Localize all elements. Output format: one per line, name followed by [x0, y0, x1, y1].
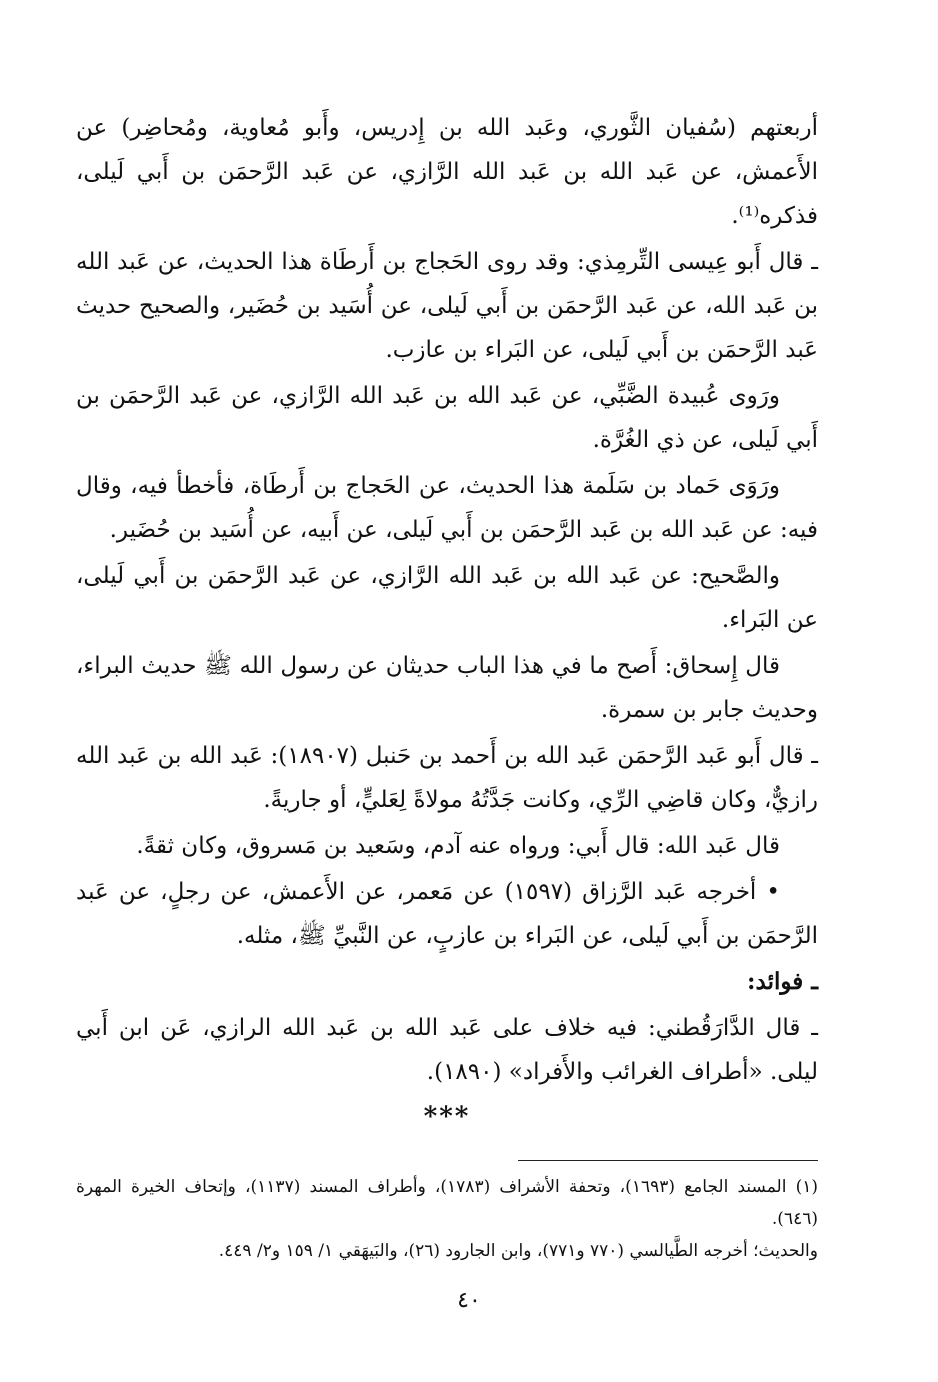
section-heading-benefits: ـ فوائد:: [747, 968, 818, 995]
footnote-hadith-sources: والحديث؛ أخرجه الطَّيالسي (٧٧٠ و٧٧١)، وابن الجارود (٢٦)، والبَيهَقي ١/ ١٥٩ و٢/ ٤٤٩.: [218, 1241, 818, 1261]
footnote-divider: [518, 1160, 818, 1161]
paragraph-chain-of-narration: أربعتهم (سُفيان الثَّوري، وعَبد الله بن إِدريس، وأَبو مُعاوية، ومُحاضِر) عن الأَعمش، عن عَبد الله بن عَبد الله الرَّازي، عن عَبد الرَّحمَن بن أَبي لَيلى، فذكره⁽¹⁾.: [76, 115, 818, 229]
paragraph-hammad-narration: ورَوَى حَماد بن سَلَمة هذا الحديث، عن الحَجاج بن أَرطَاة، فأخطأ فيه، وقال فيه: عن عَبد الله بن عَبد الرَّحمَن بن أَبي لَيلى، عن أَبيه، عن أُسَيد بن حُضَير.: [76, 473, 818, 543]
section-separator: ***: [423, 1102, 471, 1132]
page-number: ٤٠: [457, 1288, 481, 1313]
paragraph-daraqutni-comment: ـ قال الدَّارَقُطني: فيه خلاف على عَبد الله بن عَبد الله الرازي، عَن ابن أَبي ليلى. «أطراف الغرائب والأَفراد» (١٨٩٠).: [76, 1015, 818, 1085]
paragraph-abdurrazzaq-takhrij: • أخرجه عَبد الرَّزاق (١٥٩٧) عن مَعمر، عن الأَعمش، عن رجلٍ، عن عَبد الرَّحمَن بن أَبي لَيلى، عن البَراء بن عازبٍ، عن النَّبيِّ ﷺ، مثله.: [76, 879, 818, 949]
footnote-1: (١) المسند الجامع (١٦٩٣)، وتحفة الأشراف (١٧٨٣)، وأطراف المسند (١١٣٧)، وإتحاف الخيرة المهرة (٦٤٦).: [76, 1177, 819, 1229]
paragraph-abdullah-comment: قال عَبد الله: قال أَبي: ورواه عنه آدم، وسَعيد بن مَسروق، وكان ثقةً.: [136, 833, 780, 859]
paragraph-tirmidhi-comment: ـ قال أَبو عِيسى التِّرمِذي: وقد روى الحَجاج بن أَرطَاة هذا الحديث، عن عَبد الله بن عَبد الله، عن عَبد الرَّحمَن بن أَبي لَيلى، عن أُسَيد بن حُضَير، والصحيح حديث عَبد الرَّحمَن بن أَبي لَيلى، عن البَراء بن عازب.: [76, 249, 818, 363]
page-body: [76, 106, 818, 1267]
paragraph-ahmad-comment: ـ قال أَبو عَبد الرَّحمَن عَبد الله بن أَحمد بن حَنبل (١٨٩٠٧): عَبد الله بن عَبد الله رازيٌّ، وكان قاضِي الرِّي، وكانت جَدَّتُهُ مولاةً لِعَليٍّ، أو جاريةً.: [76, 743, 818, 813]
paragraph-ishaq-comment: قال إِسحاق: أَصح ما في هذا الباب حديثان عن رسول الله ﷺ حديث البراء، وحديث جابر بن سمرة.: [76, 653, 818, 723]
paragraph-correct-chain: والصَّحيح: عن عَبد الله بن عَبد الله الرَّازي، عن عَبد الرَّحمَن بن أَبي لَيلى، عن البَراء.: [76, 563, 818, 633]
paragraph-ubaida-narration: ورَوى عُبيدة الضَّبِّي، عن عَبد الله بن عَبد الله الرَّازي، عن عَبد الرَّحمَن بن أَبي لَيلى، عن ذي الغُرَّة.: [76, 383, 818, 453]
